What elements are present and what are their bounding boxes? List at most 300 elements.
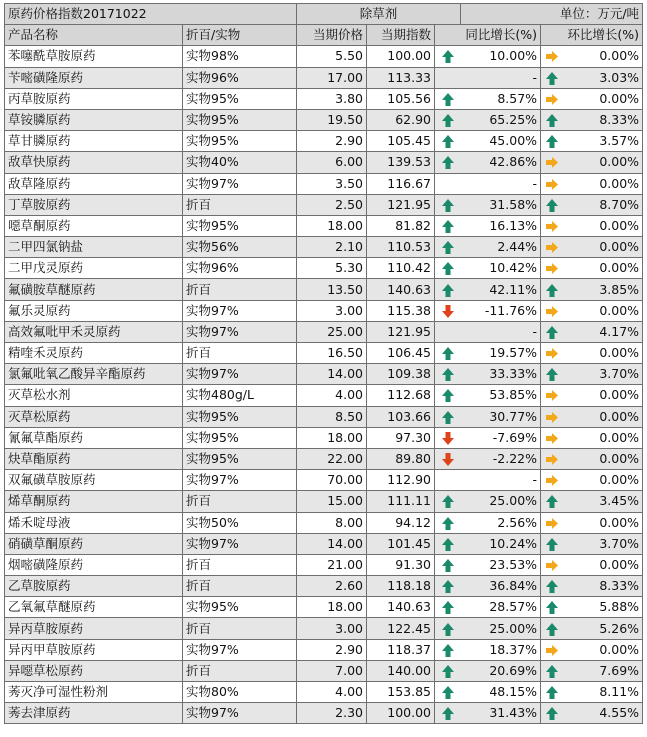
index-cell[interactable]: 112.90 [367,470,435,491]
basis-cell[interactable]: 折百 [183,576,297,597]
yoy-icon-cell [435,215,461,236]
trend-up-icon [545,579,559,594]
yoy-icon-cell [435,448,461,469]
yoy-growth-cell[interactable]: 30.77% [461,406,541,427]
trend-up-icon [441,113,455,128]
table-row [5,406,643,427]
price-cell[interactable]: 8.00 [297,512,367,533]
mom-icon-cell [541,703,563,724]
mom-growth-cell[interactable]: 0.00% [563,258,643,279]
product-name-cell[interactable]: 乙草胺原药 [5,576,183,597]
trend-up-icon [545,706,559,721]
index-cell[interactable]: 121.95 [367,194,435,215]
product-name-cell[interactable]: 硝磺草酮原药 [5,533,183,554]
index-cell[interactable]: 62.90 [367,109,435,130]
index-cell[interactable]: 91.30 [367,554,435,575]
price-cell[interactable]: 14.00 [297,533,367,554]
yoy-icon-cell [435,660,461,681]
index-title[interactable]: 原药价格指数20171022 [5,4,297,25]
header-current-price[interactable]: 当期价格 [297,25,367,46]
price-cell[interactable]: 7.00 [297,660,367,681]
trend-down-icon [441,304,455,319]
yoy-icon-cell [435,703,461,724]
price-cell[interactable]: 5.50 [297,46,367,67]
product-name-cell[interactable]: 炔草酯原药 [5,448,183,469]
table-row [5,215,643,236]
mom-growth-cell[interactable]: 3.03% [563,67,643,88]
trend-up-icon [441,537,455,552]
trend-up-icon [441,346,455,361]
price-cell[interactable]: 19.50 [297,109,367,130]
mom-icon-cell [541,173,563,194]
mom-icon-cell [541,279,563,300]
yoy-icon-cell [435,554,461,575]
yoy-growth-cell[interactable]: 36.84% [461,576,541,597]
mom-growth-cell[interactable]: 0.00% [563,173,643,194]
yoy-icon-cell [435,364,461,385]
basis-cell[interactable]: 实物40% [183,152,297,173]
basis-cell[interactable]: 实物97% [183,639,297,660]
yoy-growth-cell[interactable]: -11.76% [461,300,541,321]
header-yoy-growth[interactable]: 同比增长(%) [435,25,541,46]
yoy-growth-cell[interactable]: 20.69% [461,660,541,681]
trend-up-icon [545,367,559,382]
index-cell[interactable]: 94.12 [367,512,435,533]
mom-growth-cell[interactable]: 0.00% [563,448,643,469]
mom-growth-cell[interactable]: 3.57% [563,131,643,152]
trend-up-icon [441,388,455,403]
table-row [5,427,643,448]
table-row [5,682,643,703]
basis-cell[interactable]: 实物95% [183,131,297,152]
product-name-cell[interactable]: 苯噻酰草胺原药 [5,46,183,67]
product-name-cell[interactable]: 敌草快原药 [5,152,183,173]
mom-icon-cell [541,194,563,215]
price-cell[interactable]: 5.30 [297,258,367,279]
mom-icon-cell [541,406,563,427]
trend-flat-icon [545,558,559,573]
product-name-cell[interactable]: 氯氟吡氧乙酸异辛酯原药 [5,364,183,385]
price-cell[interactable]: 18.00 [297,597,367,618]
basis-cell[interactable]: 折百 [183,194,297,215]
index-cell[interactable]: 116.67 [367,173,435,194]
index-cell[interactable]: 81.82 [367,215,435,236]
trend-up-icon [441,643,455,658]
product-name-cell[interactable]: 氰氟草酯原药 [5,427,183,448]
mom-growth-cell[interactable]: 8.33% [563,109,643,130]
mom-growth-cell[interactable]: 5.26% [563,618,643,639]
trend-flat-icon [545,261,559,276]
index-cell[interactable]: 118.18 [367,576,435,597]
mom-icon-cell [541,470,563,491]
basis-cell[interactable]: 实物95% [183,406,297,427]
yoy-growth-cell[interactable]: 18.37% [461,639,541,660]
product-name-cell[interactable]: 灭草松原药 [5,406,183,427]
index-cell[interactable]: 105.56 [367,88,435,109]
price-cell[interactable]: 2.60 [297,576,367,597]
product-name-cell[interactable]: 敌草隆原药 [5,173,183,194]
table-row [5,618,643,639]
basis-cell[interactable]: 实物97% [183,703,297,724]
yoy-icon-cell [435,512,461,533]
yoy-growth-cell[interactable]: 10.00% [461,46,541,67]
table-row [5,660,643,681]
trend-flat-icon [545,388,559,403]
mom-icon-cell [541,639,563,660]
price-cell[interactable]: 2.10 [297,237,367,258]
table-row [5,88,643,109]
table-row [5,597,643,618]
price-cell[interactable]: 2.30 [297,703,367,724]
trend-up-icon [441,622,455,637]
index-cell[interactable]: 153.85 [367,682,435,703]
product-name-cell[interactable]: 莠去津原药 [5,703,183,724]
product-name-cell[interactable]: 莠灭净可湿性粉剂 [5,682,183,703]
mom-growth-cell[interactable]: 0.00% [563,427,643,448]
mom-icon-cell [541,109,563,130]
basis-cell[interactable]: 实物97% [183,364,297,385]
basis-cell[interactable]: 实物95% [183,597,297,618]
yoy-growth-cell[interactable]: 31.43% [461,703,541,724]
basis-cell[interactable]: 实物50% [183,512,297,533]
product-name-cell[interactable]: 烯禾啶母液 [5,512,183,533]
table-row [5,237,643,258]
basis-cell[interactable]: 折百 [183,279,297,300]
mom-icon-cell [541,491,563,512]
trend-up-icon [441,134,455,149]
price-cell[interactable]: 8.50 [297,406,367,427]
product-name-cell[interactable]: 灭草松水剂 [5,385,183,406]
mom-icon-cell [541,300,563,321]
table-row [5,533,643,554]
index-cell[interactable]: 110.42 [367,258,435,279]
table-row [5,554,643,575]
yoy-icon-cell [435,109,461,130]
trend-flat-icon [545,219,559,234]
price-cell[interactable]: 21.00 [297,554,367,575]
mom-icon-cell [541,512,563,533]
mom-growth-cell[interactable]: 0.00% [563,237,643,258]
index-cell[interactable]: 103.66 [367,406,435,427]
mom-growth-cell[interactable]: 0.00% [563,343,643,364]
trend-flat-icon [545,49,559,64]
table-row [5,194,643,215]
mom-growth-cell[interactable]: 8.70% [563,194,643,215]
table-row [5,639,643,660]
trend-up-icon [545,537,559,552]
price-cell[interactable]: 3.00 [297,618,367,639]
mom-growth-cell[interactable]: 0.00% [563,385,643,406]
mom-growth-cell[interactable]: 0.00% [563,215,643,236]
index-cell[interactable]: 140.63 [367,279,435,300]
trend-up-icon [545,494,559,509]
yoy-growth-cell[interactable]: 48.15% [461,682,541,703]
mom-icon-cell [541,576,563,597]
yoy-growth-cell[interactable]: 25.00% [461,491,541,512]
basis-cell[interactable]: 实物96% [183,67,297,88]
index-cell[interactable]: 113.33 [367,67,435,88]
yoy-growth-cell[interactable]: 53.85% [461,385,541,406]
mom-icon-cell [541,660,563,681]
product-name-cell[interactable]: 丙草胺原药 [5,88,183,109]
yoy-growth-cell[interactable]: 28.57% [461,597,541,618]
product-name-cell[interactable]: 草甘膦原药 [5,131,183,152]
mom-growth-cell[interactable]: 0.00% [563,88,643,109]
yoy-growth-cell[interactable]: 42.86% [461,152,541,173]
yoy-icon-cell [435,385,461,406]
yoy-growth-cell[interactable]: 42.11% [461,279,541,300]
price-cell[interactable]: 25.00 [297,321,367,342]
product-name-cell[interactable]: 异噁草松原药 [5,660,183,681]
table-row [5,279,643,300]
index-cell[interactable]: 139.53 [367,152,435,173]
title-row [5,4,643,25]
mom-growth-cell[interactable]: 4.55% [563,703,643,724]
index-cell[interactable]: 101.45 [367,533,435,554]
yoy-icon-cell [435,131,461,152]
mom-icon-cell [541,597,563,618]
trend-up-icon [441,494,455,509]
basis-cell[interactable]: 实物95% [183,215,297,236]
index-cell[interactable]: 109.38 [367,364,435,385]
product-name-cell[interactable]: 氟乐灵原药 [5,300,183,321]
trend-up-icon [441,283,455,298]
mom-growth-cell[interactable]: 0.00% [563,300,643,321]
price-cell[interactable]: 16.50 [297,343,367,364]
yoy-growth-cell[interactable]: - [461,470,541,491]
index-cell[interactable]: 89.80 [367,448,435,469]
yoy-icon-cell [435,152,461,173]
basis-cell[interactable]: 折百 [183,491,297,512]
mom-growth-cell[interactable]: 3.85% [563,279,643,300]
trend-flat-icon [545,643,559,658]
basis-cell[interactable]: 实物95% [183,88,297,109]
table-row [5,173,643,194]
product-name-cell[interactable]: 烯草酮原药 [5,491,183,512]
yoy-growth-cell[interactable]: 31.58% [461,194,541,215]
product-name-cell[interactable]: 异丙甲草胺原药 [5,639,183,660]
index-cell[interactable]: 105.45 [367,131,435,152]
basis-cell[interactable]: 折百 [183,618,297,639]
price-cell[interactable]: 18.00 [297,215,367,236]
basis-cell[interactable]: 折百 [183,660,297,681]
basis-cell[interactable]: 实物56% [183,237,297,258]
mom-growth-cell[interactable]: 0.00% [563,46,643,67]
header-product-name[interactable]: 产品名称 [5,25,183,46]
yoy-growth-cell[interactable]: 45.00% [461,131,541,152]
basis-cell[interactable]: 实物98% [183,46,297,67]
price-cell[interactable]: 13.50 [297,279,367,300]
trend-up-icon [441,367,455,382]
mom-growth-cell[interactable]: 3.45% [563,491,643,512]
product-name-cell[interactable]: 乙氧氟草醚原药 [5,597,183,618]
yoy-icon-cell [435,406,461,427]
product-name-cell[interactable]: 二甲四氯钠盐 [5,237,183,258]
product-name-cell[interactable]: 噁草酮原药 [5,215,183,236]
basis-cell[interactable]: 实物96% [183,258,297,279]
mom-growth-cell[interactable]: 0.00% [563,406,643,427]
mom-growth-cell[interactable]: 5.88% [563,597,643,618]
product-name-cell[interactable]: 丁草胺原药 [5,194,183,215]
trend-up-icon [441,198,455,213]
yoy-growth-cell[interactable]: 16.13% [461,215,541,236]
index-cell[interactable]: 100.00 [367,46,435,67]
index-cell[interactable]: 140.00 [367,660,435,681]
trend-up-icon [441,685,455,700]
yoy-icon-cell [435,279,461,300]
price-cell[interactable]: 6.00 [297,152,367,173]
basis-cell[interactable]: 折百 [183,343,297,364]
yoy-icon-cell [435,194,461,215]
price-cell[interactable]: 3.50 [297,173,367,194]
index-cell[interactable]: 106.45 [367,343,435,364]
yoy-growth-cell[interactable]: 2.56% [461,512,541,533]
price-cell[interactable]: 70.00 [297,470,367,491]
index-cell[interactable]: 140.63 [367,597,435,618]
header-current-index[interactable]: 当期指数 [367,25,435,46]
yoy-growth-cell[interactable]: 8.57% [461,88,541,109]
price-cell[interactable]: 15.00 [297,491,367,512]
product-name-cell[interactable]: 氟磺胺草醚原药 [5,279,183,300]
mom-growth-cell[interactable]: 7.69% [563,660,643,681]
basis-cell[interactable]: 实物95% [183,448,297,469]
trend-flat-icon [545,240,559,255]
mom-icon-cell [541,67,563,88]
trend-flat-icon [545,346,559,361]
yoy-growth-cell[interactable]: - [461,321,541,342]
basis-cell[interactable]: 实物97% [183,533,297,554]
mom-icon-cell [541,321,563,342]
yoy-growth-cell[interactable]: 19.57% [461,343,541,364]
basis-cell[interactable]: 实物480g/L [183,385,297,406]
index-cell[interactable]: 118.37 [367,639,435,660]
product-name-cell[interactable]: 精喹禾灵原药 [5,343,183,364]
basis-cell[interactable]: 折百 [183,554,297,575]
header-basis[interactable]: 折百/实物 [183,25,297,46]
yoy-growth-cell[interactable]: 23.53% [461,554,541,575]
mom-growth-cell[interactable]: 8.11% [563,682,643,703]
yoy-growth-cell[interactable]: -7.69% [461,427,541,448]
yoy-icon-cell [435,597,461,618]
product-name-cell[interactable]: 异丙草胺原药 [5,618,183,639]
yoy-icon-cell [435,321,461,342]
yoy-growth-cell[interactable]: 65.25% [461,109,541,130]
no-trend-icon [441,71,455,86]
price-cell[interactable]: 18.00 [297,427,367,448]
trend-up-icon [545,600,559,615]
mom-icon-cell [541,427,563,448]
product-name-cell[interactable]: 烟嘧磺隆原药 [5,554,183,575]
mom-icon-cell [541,448,563,469]
table-row [5,109,643,130]
product-name-cell[interactable]: 高效氟吡甲禾灵原药 [5,321,183,342]
mom-growth-cell[interactable]: 4.17% [563,321,643,342]
price-cell[interactable]: 4.00 [297,385,367,406]
mom-icon-cell [541,152,563,173]
unit-label[interactable]: 单位：万元/吨 [461,4,643,25]
category-label[interactable]: 除草剂 [297,4,461,25]
index-cell[interactable]: 115.38 [367,300,435,321]
price-cell[interactable]: 22.00 [297,448,367,469]
index-cell[interactable]: 112.68 [367,385,435,406]
mom-growth-cell[interactable]: 0.00% [563,554,643,575]
index-cell[interactable]: 100.00 [367,703,435,724]
yoy-icon-cell [435,682,461,703]
yoy-icon-cell [435,258,461,279]
yoy-growth-cell[interactable]: 2.44% [461,237,541,258]
basis-cell[interactable]: 实物95% [183,427,297,448]
mom-growth-cell[interactable]: 0.00% [563,639,643,660]
index-cell[interactable]: 111.11 [367,491,435,512]
price-cell[interactable]: 3.80 [297,88,367,109]
price-cell[interactable]: 17.00 [297,67,367,88]
trend-up-icon [545,113,559,128]
mom-icon-cell [541,682,563,703]
yoy-growth-cell[interactable]: - [461,67,541,88]
table-row [5,576,643,597]
index-cell[interactable]: 121.95 [367,321,435,342]
basis-cell[interactable]: 实物97% [183,173,297,194]
header-mom-growth[interactable]: 环比增长(%) [541,25,643,46]
basis-cell[interactable]: 实物97% [183,300,297,321]
trend-up-icon [441,410,455,425]
mom-icon-cell [541,88,563,109]
mom-growth-cell[interactable]: 0.00% [563,152,643,173]
basis-cell[interactable]: 实物97% [183,321,297,342]
price-cell[interactable]: 2.90 [297,131,367,152]
mom-icon-cell [541,385,563,406]
table-row [5,258,643,279]
mom-growth-cell[interactable]: 3.70% [563,533,643,554]
trend-up-icon [545,283,559,298]
header-row [5,25,643,46]
price-cell[interactable]: 3.00 [297,300,367,321]
yoy-growth-cell[interactable]: 25.00% [461,618,541,639]
price-cell[interactable]: 4.00 [297,682,367,703]
basis-cell[interactable]: 实物95% [183,109,297,130]
basis-cell[interactable]: 实物80% [183,682,297,703]
yoy-growth-cell[interactable]: 10.42% [461,258,541,279]
yoy-growth-cell[interactable]: -2.22% [461,448,541,469]
trend-flat-icon [545,304,559,319]
mom-icon-cell [541,618,563,639]
trend-up-icon [545,685,559,700]
yoy-growth-cell[interactable]: - [461,173,541,194]
product-name-cell[interactable]: 草铵膦原药 [5,109,183,130]
product-name-cell[interactable]: 双氟磺草胺原药 [5,470,183,491]
table-row [5,385,643,406]
index-cell[interactable]: 110.53 [367,237,435,258]
mom-growth-cell[interactable]: 0.00% [563,512,643,533]
product-name-cell[interactable]: 苄嘧磺隆原药 [5,67,183,88]
index-cell[interactable]: 122.45 [367,618,435,639]
trend-up-icon [545,198,559,213]
mom-growth-cell[interactable]: 8.33% [563,576,643,597]
price-cell[interactable]: 14.00 [297,364,367,385]
trend-up-icon [441,706,455,721]
mom-growth-cell[interactable]: 3.70% [563,364,643,385]
index-cell[interactable]: 97.30 [367,427,435,448]
mom-growth-cell[interactable]: 0.00% [563,470,643,491]
yoy-growth-cell[interactable]: 10.24% [461,533,541,554]
price-cell[interactable]: 2.50 [297,194,367,215]
yoy-icon-cell [435,237,461,258]
yoy-growth-cell[interactable]: 33.33% [461,364,541,385]
trend-up-icon [441,240,455,255]
price-cell[interactable]: 2.90 [297,639,367,660]
basis-cell[interactable]: 实物97% [183,470,297,491]
product-name-cell[interactable]: 二甲戊灵原药 [5,258,183,279]
